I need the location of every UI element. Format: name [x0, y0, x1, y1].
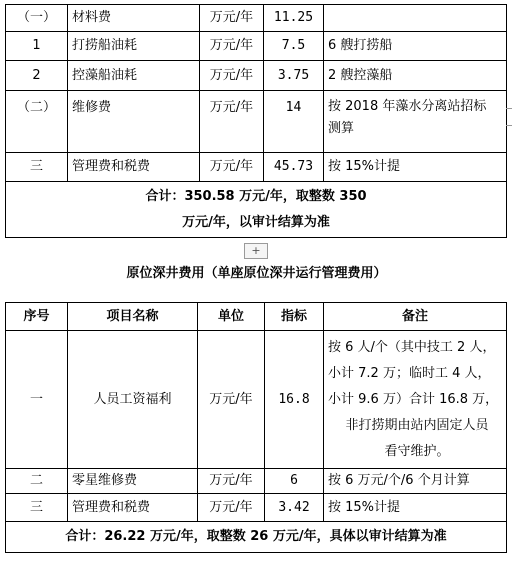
note-cell [324, 331, 507, 469]
note-cell: 按 15%计提 [324, 153, 507, 182]
unit-cell: 万元/年 [200, 61, 264, 91]
note-cell: 按 15%计提 [324, 494, 507, 522]
unit-cell: 万元/年 [200, 5, 264, 32]
header-unit: 单位 [198, 303, 265, 331]
table-row [6, 153, 507, 182]
table-row [6, 494, 507, 522]
item-name: 零星维修费 [68, 469, 198, 494]
total-line: 合计：350.58 万元/年，取整数 350 [145, 188, 367, 204]
value-cell: 3.75 [264, 61, 324, 91]
table-row [6, 91, 507, 153]
total-line: 万元/年，以审计结算为准 [182, 214, 330, 230]
row-number: 三 [6, 494, 68, 522]
table-row [6, 469, 507, 494]
row-number: 2 [6, 61, 68, 91]
total-cell [6, 182, 507, 238]
total-row [6, 182, 507, 238]
table-edge-marker [506, 108, 512, 126]
item-name: 人员工资福利 [68, 331, 198, 469]
unit-cell: 万元/年 [198, 469, 265, 494]
unit-cell: 万元/年 [200, 32, 264, 61]
note-cell: 6 艘打捞船 [324, 32, 507, 61]
item-name: 管理费和税费 [68, 153, 200, 182]
table-move-handle[interactable]: + [244, 243, 268, 259]
note-line: 小计 9.6 万）合计 16.8 万， [328, 391, 499, 407]
value-cell: 6 [265, 469, 324, 494]
note-cell: 按 6 万元/个/6 个月计算 [324, 469, 507, 494]
row-number: （一） [6, 5, 68, 32]
note-line: 小计 7.2 万；临时工 4 人， [328, 365, 491, 381]
note-cell: 2 艘控藻船 [324, 61, 507, 91]
item-name: 管理费和税费 [68, 494, 198, 522]
header-value: 指标 [265, 303, 324, 331]
note-cell [324, 91, 507, 153]
note-line: 看守维护。 [384, 443, 450, 459]
header-note: 备注 [324, 303, 507, 331]
unit-cell: 万元/年 [200, 153, 264, 182]
value-cell: 11.25 [264, 5, 324, 32]
item-name: 维修费 [68, 91, 200, 153]
table-row [6, 61, 507, 91]
item-name: 控藻船油耗 [68, 61, 200, 91]
note-cell [324, 5, 507, 32]
header-name: 项目名称 [68, 303, 198, 331]
row-number: 一 [6, 331, 68, 469]
total-cell: 合计：26.22 万元/年，取整数 26 万元/年，具体以审计结算为准 [6, 522, 507, 553]
row-number: 1 [6, 32, 68, 61]
total-row [6, 522, 507, 553]
header-no: 序号 [6, 303, 68, 331]
row-number: 二 [6, 469, 68, 494]
value-cell: 7.5 [264, 32, 324, 61]
table-row [6, 5, 507, 32]
section-title: 原位深井费用（单座原位深井运行管理费用） [126, 266, 387, 281]
header-row [6, 303, 507, 331]
note-line: 按 2018 年藻水分离站招标 [328, 99, 487, 114]
table-row [6, 331, 507, 469]
table-row [6, 32, 507, 61]
value-cell: 16.8 [265, 331, 324, 469]
item-name: 材料费 [68, 5, 200, 32]
item-name: 打捞船油耗 [68, 32, 200, 61]
unit-cell: 万元/年 [198, 331, 265, 469]
value-cell: 14 [264, 91, 324, 153]
value-cell: 45.73 [264, 153, 324, 182]
cost-table-1 [5, 4, 507, 238]
unit-cell: 万元/年 [200, 91, 264, 153]
unit-cell: 万元/年 [198, 494, 265, 522]
value-cell: 3.42 [265, 494, 324, 522]
note-line: 测算 [328, 121, 355, 136]
row-number: 三 [6, 153, 68, 182]
note-line: 非打捞期由站内固定人员 [345, 417, 489, 433]
row-number: （二） [6, 91, 68, 153]
note-line: 按 6 人/个（其中技工 2 人， [328, 339, 496, 355]
cost-table-2 [5, 302, 507, 553]
